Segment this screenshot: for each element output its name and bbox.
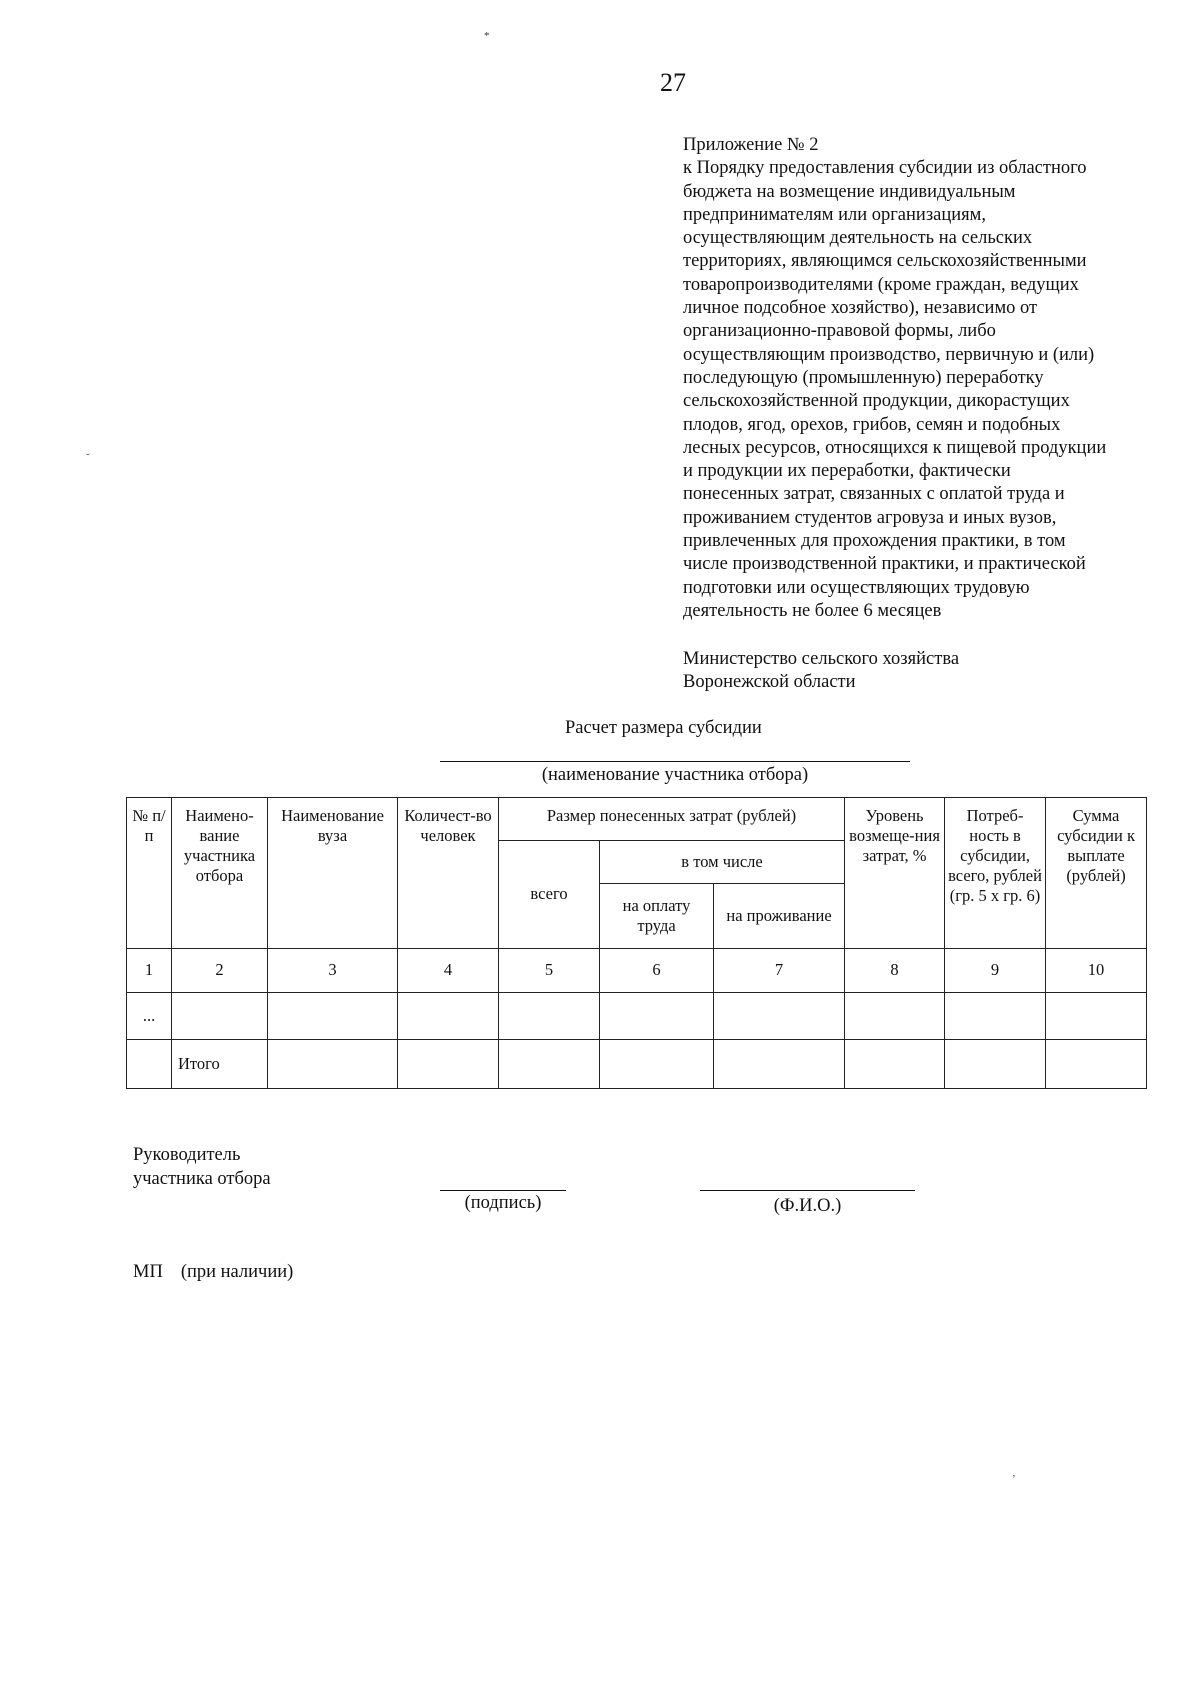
appendix-line: числе производственной практики, и практической [683,554,1086,575]
table-cell [600,1040,714,1089]
appendix-line: сельскохозяйственной продукции, дикорастущих [683,391,1070,412]
appendix-line: к Порядку предоставления субсидии из областного [683,158,1087,179]
signatory-role-line: Руководитель [133,1145,241,1165]
participant-name-line [440,761,910,762]
signature-line [440,1190,566,1191]
addressee-block [683,648,959,695]
column-number: 3 [268,948,398,992]
appendix-line: привлеченных для прохождения практики, в том [683,531,1066,552]
table-cell [945,992,1046,1039]
table-cell [499,1040,600,1089]
header-num: № п/п [127,798,172,949]
table-cell [172,992,268,1039]
table-cell [499,992,600,1039]
appendix-line: осуществляющим производство, первичную и (или) [683,344,1095,365]
appendix-line: осуществляющим деятельность на сельских [683,228,1033,249]
column-number: 1 [127,948,172,992]
calculation-title: Расчет размера субсидии [565,718,762,738]
header-housing: на проживание [714,883,845,948]
column-number: 2 [172,948,268,992]
stamp-condition: (при наличии) [180,1262,294,1282]
full-name-caption: (Ф.И.О.) [773,1196,842,1216]
table-cell [1046,1040,1147,1089]
appendix-line: понесенных затрат, связанных с оплатой труда и [683,484,1065,505]
scan-speck: ˘ [86,452,90,464]
table-cell [268,992,398,1039]
table-cell [268,1040,398,1089]
header-people: Количест-во человек [398,798,499,949]
appendix-line: организационно-правовой формы, либо [683,321,996,342]
header-sum: Сумма субсидии к выплате (рублей) [1046,798,1147,949]
header-university: Наименование вуза [268,798,398,949]
column-number: 9 [945,948,1046,992]
header-total: всего [499,841,600,948]
signatory-role [133,1143,271,1191]
column-number: 10 [1046,948,1147,992]
header-labor: на оплату труда [600,883,714,948]
appendix-line: и продукции их переработки, фактически [683,461,1011,482]
appendix-line: последующую (промышленную) переработку [683,367,1044,388]
appendix-line: лесных ресурсов, относящихся к пищевой продукции [683,437,1107,458]
table-cell [714,992,845,1039]
column-number: 7 [714,948,845,992]
page-number: 27 [660,68,686,97]
column-number: 5 [499,948,600,992]
table-row [127,992,1147,1039]
scan-speck: ʼ [1012,1473,1016,1485]
table-cell [845,1040,945,1089]
total-label: Итого [172,1040,268,1089]
ministry-line: Воронежской области [683,672,856,693]
signatory-role-line: участника отбора [133,1169,271,1189]
header-costs: Размер понесенных затрат (рублей) [499,798,845,841]
header-need: Потреб-ность в субсидии, всего, рублей (гр. 5 х гр. 6) [945,798,1046,949]
ministry-line: Министерство сельского хозяйства [683,649,960,669]
appendix-line: предпринимателям или организациям, [683,204,986,225]
appendix-line: деятельность не более 6 месяцев [683,600,942,621]
table-cell [600,992,714,1039]
appendix-line: подготовки или осуществляющих трудовую [683,577,1030,598]
appendix-line: бюджета на возмещение индивидуальным [683,181,1016,202]
column-number: 4 [398,948,499,992]
appendix-line: проживанием студентов агровуза и иных вузов, [683,507,1057,528]
table-cell [127,1040,172,1089]
table-total-row [127,1040,1147,1089]
header-participant: Наимено-вание участника отбора [172,798,268,949]
header-including: в том числе [600,841,845,883]
scan-speck: * [484,30,490,42]
table-cell [714,1040,845,1089]
stamp-note [133,1262,293,1283]
full-name-line [700,1190,915,1191]
participant-name-caption: (наименование участника отбора) [541,765,809,785]
column-number: 6 [600,948,714,992]
appendix-line: плодов, ягод, орехов, грибов, семян и подобных [683,414,1061,435]
table-cell [1046,992,1147,1039]
appendix-line: товаропроизводителями (кроме граждан, ведущих [683,274,1079,295]
table-cell [945,1040,1046,1089]
appendix-title: Приложение № 2 [683,135,819,155]
appendix-line: территориях, являющимся сельскохозяйственными [683,251,1087,272]
header-level: Уровень возмеще-ния затрат, % [845,798,945,949]
appendix-line: личное подсобное хозяйство), независимо от [683,298,1038,319]
stamp-label: МП [133,1262,163,1282]
signature-caption: (подпись) [464,1193,542,1213]
table-cell [398,992,499,1039]
ellipsis-cell: ... [127,992,172,1039]
table-cell [845,992,945,1039]
table-cell [398,1040,499,1089]
appendix-block [683,134,1173,623]
column-number: 8 [845,948,945,992]
subsidy-table [126,797,1147,1089]
